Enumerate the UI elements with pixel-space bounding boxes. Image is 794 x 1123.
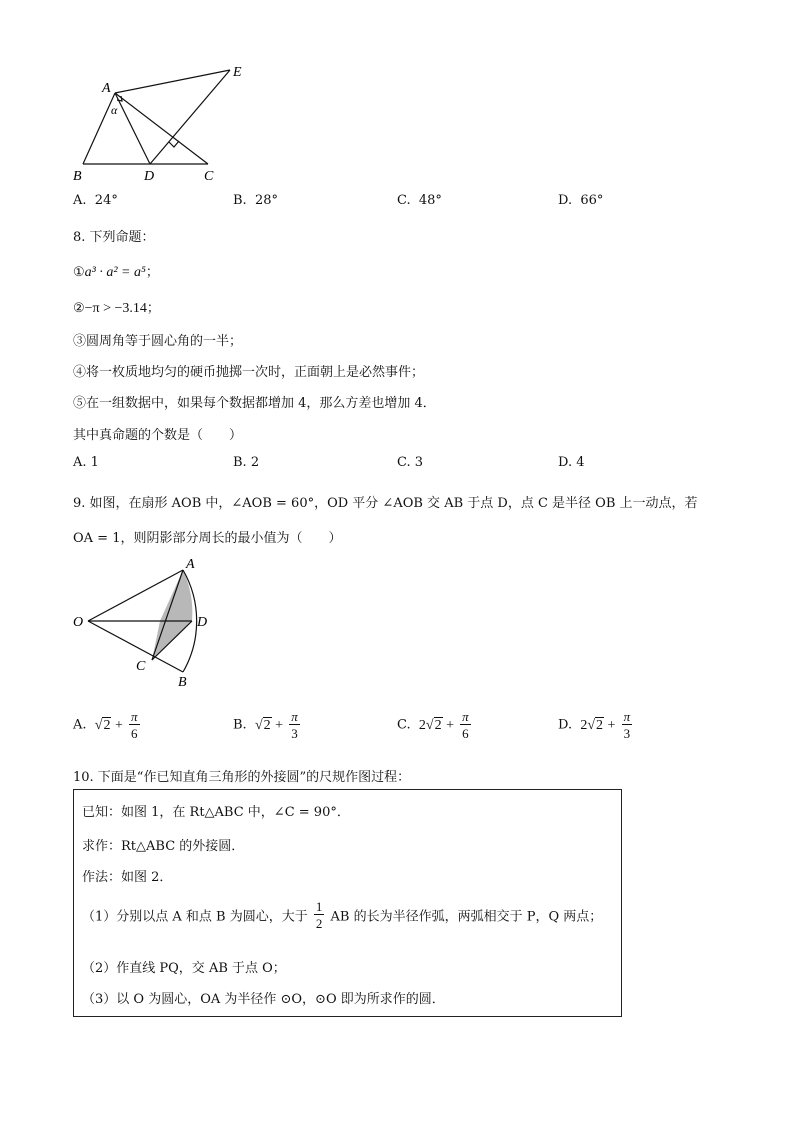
label-B: B: [73, 169, 82, 184]
q7-option-a[interactable]: A. 24°: [73, 193, 118, 208]
label-C: C: [136, 659, 146, 674]
label-B: B: [178, 675, 187, 690]
q9-option-c[interactable]: C. 2√2 + $\frac{\pi}{6}$: [397, 709, 469, 741]
label-D: D: [197, 615, 208, 630]
q8-item-1: ①a³ · a² = a⁵；: [73, 265, 159, 280]
label-A: A: [186, 557, 195, 572]
q8-item-2: ②−π > −3.14；: [73, 301, 160, 316]
q8-option-b[interactable]: B. 2: [233, 455, 260, 470]
q8-option-d[interactable]: D. 4: [558, 455, 585, 470]
sector-figure: [66, 552, 226, 692]
label-E: E: [233, 65, 242, 80]
q8-item-4: ④将一枚质地均匀的硬币抛掷一次时，正面朝上是必然事件；: [73, 365, 425, 380]
triangle-figure: [70, 60, 270, 188]
q9-stem-line1: 9. 如图，在扇形 AOB 中，∠AOB = 60°，OD 平分 ∠AOB 交 AB 于点 D，点 C 是半径 OB 上一动点，若: [73, 496, 698, 511]
label-C: C: [204, 169, 214, 184]
q9-stem-line2: OA = 1，则阴影部分周长的最小值为（ ）: [73, 531, 342, 546]
q7-option-d[interactable]: D. 66°: [558, 193, 604, 208]
label-D: D: [144, 169, 155, 184]
label-A: A: [102, 81, 111, 96]
q8-stem: 8. 下列命题：: [73, 230, 155, 245]
q8-ask: 其中真命题的个数是（ ）: [73, 428, 243, 443]
step-3: （3）以 O 为圆心，OA 为半径作 ⊙O，⊙O 即为所求作的圆．: [82, 992, 445, 1007]
q9-option-d[interactable]: D. 2√2 + $\frac{\pi}{3}$: [558, 709, 631, 741]
q8-item-5: ⑤在一组数据中，如果每个数据都增加 4，那么方差也增加 4．: [73, 396, 436, 411]
step-1: （1）分别以点 A 和点 B 为圆心，大于 $\frac{1}{2}$ AB 的长为半径作弧，两弧相交于 P，Q 两点；: [82, 899, 603, 931]
q8-option-a[interactable]: A. 1: [73, 455, 99, 470]
step-2: （2）作直线 PQ，交 AB 于点 O；: [82, 961, 286, 976]
q7-option-c[interactable]: C. 48°: [397, 193, 442, 208]
q8-item-3: ③圆周角等于圆心角的一半；: [73, 334, 243, 349]
q10-stem: 10. 下面是“作已知直角三角形的外接圆”的尺规作图过程：: [73, 770, 411, 785]
q9-option-b[interactable]: B. √2 + $\frac{\pi}{3}$: [233, 709, 298, 741]
method-line: 作法：如图 2．: [82, 870, 173, 885]
label-O: O: [73, 615, 84, 630]
ask-line: 求作：Rt△ABC 的外接圆．: [82, 839, 245, 854]
construction-box: [73, 789, 622, 1017]
q7-option-b[interactable]: B. 28°: [233, 193, 278, 208]
q9-option-a[interactable]: A. √2 + $\frac{\pi}{6}$: [73, 709, 138, 741]
known-line: 已知：如图 1，在 Rt△ABC 中，∠C = 90°．: [82, 805, 350, 820]
label-alpha: α: [111, 103, 118, 117]
q8-option-c[interactable]: C. 3: [397, 455, 424, 470]
